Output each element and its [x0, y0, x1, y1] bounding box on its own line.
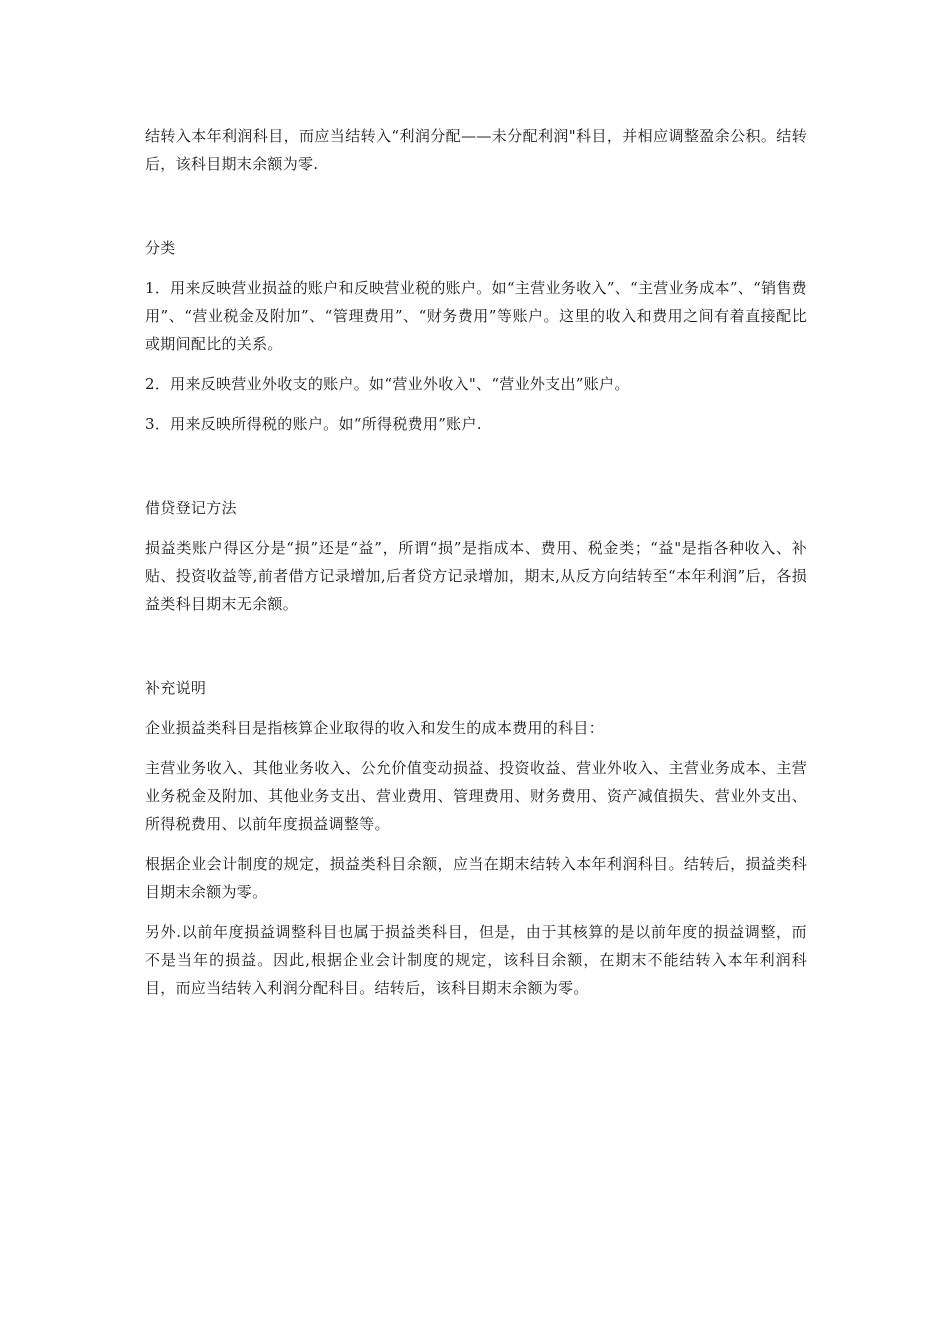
section-spacer	[145, 178, 807, 234]
supplement-section	[145, 674, 807, 1002]
classification-item-3: 3．用来反映所得税的账户。如“所得税费用”账户.	[145, 415, 482, 433]
classification-item-2: 2．用来反映营业外收支的账户。如“营业外收入"、“营业外支出”账户。	[145, 375, 630, 393]
supplement-paragraph-4: 另外.以前年度损益调整科目也属于损益类科目，但是，由于其核算的是以前年度的损益调整，而不是当年的损益。因此,根据企业会计制度的规定，该科目余额，在期末不能结转入本年利润科目，而应当结转入利润分配科目。结转后，该科目期末余额为零。	[145, 923, 807, 997]
section-heading-classification: 分类	[145, 239, 176, 257]
section-spacer	[145, 618, 807, 674]
classification-item-1: 1．用来反映营业损益的账户和反映营业税的账户。如“主营业务收入”、“主营业务成本”、“销售费用”、“营业税金及附加”、“管理费用”、“财务费用”等账户。这里的收入和费用之间有着直接配比或期间配比的关系。	[145, 279, 807, 353]
classification-section	[145, 234, 807, 438]
supplement-paragraph-3: 根据企业会计制度的规定，损益类科目余额，应当在期末结转入本年利润科目。结转后，损益类科目期末余额为零。	[145, 855, 807, 901]
section-spacer	[145, 438, 807, 494]
section-heading-debit-credit: 借贷登记方法	[145, 499, 237, 517]
document-body	[145, 122, 807, 1002]
intro-paragraph: 结转入本年利润科目，而应当结转入“利润分配——未分配利润"科目，并相应调整盈余公积。结转后，该科目期末余额为零.	[145, 127, 807, 173]
debit-credit-section	[145, 494, 807, 618]
section-heading-supplement: 补充说明	[145, 679, 207, 697]
debit-credit-paragraph: 损益类账户得区分是“损”还是“益”，所谓“损”是指成本、费用、税金类；“益"是指各种收入、补贴、投资收益等,前者借方记录增加,后者贷方记录增加，期末,从反方向结转至“本年利润”后，各损益类科目期末无余额。	[145, 539, 807, 613]
supplement-paragraph-2: 主营业务收入、其他业务收入、公允价值变动损益、投资收益、营业外收入、主营业务成本、主营业务税金及附加、其他业务支出、营业费用、管理费用、财务费用、资产减值损失、营业外支出、所得税费用、以前年度损益调整等。	[145, 759, 807, 833]
supplement-paragraph-1: 企业损益类科目是指核算企业取得的收入和发生的成本费用的科目：	[145, 719, 605, 737]
